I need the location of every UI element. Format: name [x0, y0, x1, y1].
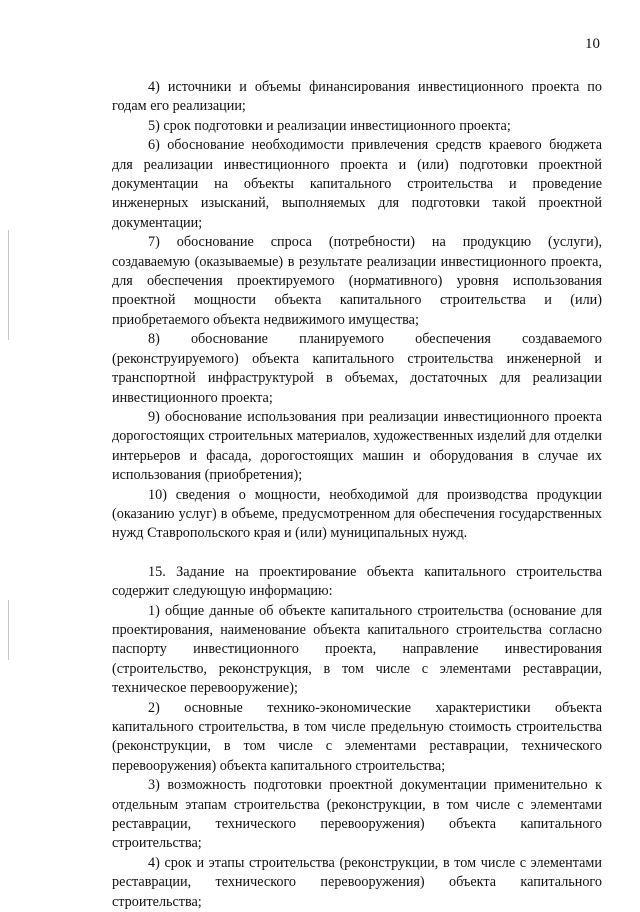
list-item-budget-justification: 6) обоснование необходимости привлечения средств краевого бюджета для реализации инвестиционного проекта и (или) подготовки проектной документации на объекты капитального строительства и проведение инженерных изысканий, выполняемых для подготовки такой проектной документации;: [112, 137, 602, 231]
list-item-infrastructure: 8) обоснование планируемого обеспечения создаваемого (реконструируемого) объекта капитального строительства инженерной и транспортной инфраструктурой в объемах, достаточных для реализации инвестиционного проекта;: [112, 331, 602, 406]
page-number: 10: [585, 36, 600, 52]
list-item-construction-stages: 4) срок и этапы строительства (реконструкции, в том числе с элементами реставрации, технического перевооружения) объекта капитального строительства;: [112, 854, 602, 910]
scan-margin-mark: [8, 600, 9, 660]
document-body: [112, 78, 602, 912]
list-item-financing: 4) источники и объемы финансирования инвестиционного проекта по годам его реализации;: [112, 79, 602, 115]
list-item-timeline: 5) срок подготовки и реализации инвестиционного проекта;: [148, 117, 511, 134]
list-item-demand-justification: 7) обоснование спроса (потребности) на продукцию (услуги), создаваемую (оказываемые) в результате реализации инвестиционного проекта, для обеспечения проектируемого (нормативного) уровня использования проектной мощности объекта капитального строительства и (или) приобретаемого объекта недвижимого имущества;: [112, 234, 602, 328]
section-15-heading: 15. Задание на проектирование объекта капитального строительства содержит следующую информацию:: [112, 563, 602, 600]
scan-margin-mark: [8, 230, 9, 340]
list-item-expensive-materials: 9) обоснование использования при реализации инвестиционного проекта дорогостоящих строительных материалов, художественных изделий для отделки интерьеров и фасада, дорогостоящих машин и оборудования в случае их использования (приобретения);: [112, 408, 602, 484]
list-item-capacity: 10) сведения о мощности, необходимой для производства продукции (оказанию услуг) в объеме, предусмотренном для обеспечения государственных нужд Ставропольского края и (или) муниципальных нужд.: [112, 486, 602, 542]
list-item-stages-documentation: 3) возможность подготовки проектной документации применительно к отдельным этапам строительства (реконструкции, в том числе с элементами реставрации, технического перевооружения) объекта капитального строительства;: [112, 777, 602, 852]
list-item-general-data: 1) общие данные об объекте капитального строительства (основание для проектирования, наименование объекта капитального строительства согласно паспорту инвестиционного проекта, направление инвестирования (строительство, реконструкция, в том числе с элементами реставрации, техническое перевооружение);: [112, 602, 602, 697]
list-item-tech-economic: 2) основные технико-экономические характеристики объекта капитального строительства, в том числе предельную стоимость строительства (реконструкции, в том числе с элементами реставрации, технического перевооружения) объекта капитального строительства;: [112, 699, 602, 774]
